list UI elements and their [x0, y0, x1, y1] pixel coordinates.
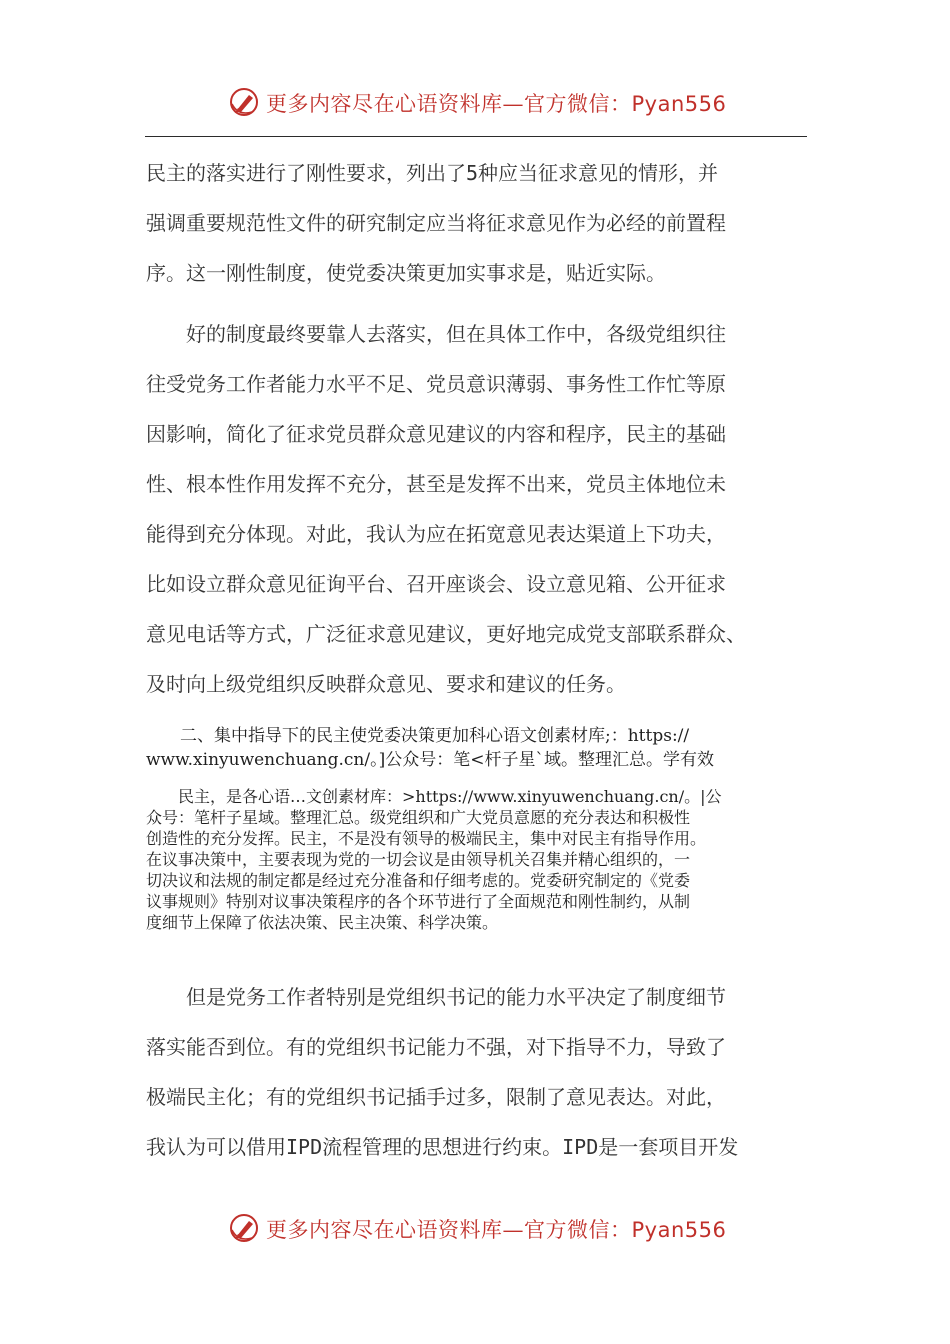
text-line: 众号：笔杆子星域。整理汇总。级党组织和广大党员意愿的充分表达和积极性 — [146, 808, 691, 827]
text-line: 极端民主化；有的党组织书记插手过多，限制了意见表达。对此， — [146, 1085, 726, 1109]
header-banner — [0, 82, 950, 122]
text-line: 我认为可以借用IPD流程管理的思想进行约束。IPD是一套项目开发 — [146, 1135, 739, 1159]
text-line: 创造性的充分发挥。民主，不是没有领导的极端民主，集中对民主有指导作用。 — [146, 829, 707, 848]
text-line: 强调重要规范性文件的研究制定应当将征求意见作为必经的前置程 — [146, 211, 726, 235]
text-line: 议事规则》特别对议事决策程序的各个环节进行了全面规范和刚性制约，从制 — [146, 892, 691, 911]
text-line: 度细节上保障了依法决策、民主决策、科学决策。 — [146, 913, 499, 932]
footer-banner — [0, 1208, 950, 1248]
paragraph-4 — [146, 972, 810, 1172]
text-line: 比如设立群众意见征询平台、召开座谈会、设立意见箱、公开征求 — [146, 572, 726, 596]
paragraph-1 — [146, 148, 810, 298]
wechat-handle: Pyan556 — [631, 92, 727, 116]
text-line: www.xinyuwenchuang.cn/。]公众号：笔<杆子星`域。整理汇总。学有效 — [146, 750, 714, 770]
text-line: 民主的落实进行了刚性要求，列出了5种应当征求意见的情形，并 — [146, 161, 719, 185]
header-banner-text: 更多内容尽在心语资料库—官方微信：Pyan556 — [266, 92, 727, 116]
section-heading — [146, 724, 810, 772]
text-line: 意见电话等方式，广泛征求意见建议，更好地完成党支部联系群众、 — [146, 622, 746, 646]
text-line: 民主，是各心语…文创素材库：>https://www.xinyuwenchuang.cn/。|公 — [146, 787, 722, 806]
text-line: 性、根本性作用发挥不充分，甚至是发挥不出来，党员主体地位未 — [146, 472, 726, 496]
text-line: 二、集中指导下的民主使党委决策更加科心语文创素材库;：https:// — [146, 726, 690, 746]
text-line: 往受党务工作者能力水平不足、党员意识薄弱、事务性工作忙等原 — [146, 372, 726, 396]
text-line: 能得到充分体现。对此，我认为应在拓宽意见表达渠道上下功夫， — [146, 522, 726, 546]
wechat-handle: Pyan556 — [631, 1218, 727, 1242]
text-line: 及时向上级党组织反映群众意见、要求和建议的任务。 — [146, 672, 626, 696]
text-line: 切决议和法规的制定都是经过充分准备和仔细考虑的。党委研究制定的《党委 — [146, 871, 691, 890]
header-divider — [145, 136, 807, 137]
text-line: 落实能否到位。有的党组织书记能力不强，对下指导不力，导致了 — [146, 1035, 726, 1059]
text-line: 因影响，简化了征求党员群众意见建议的内容和程序，民主的基础 — [146, 422, 726, 446]
paragraph-3 — [146, 786, 810, 933]
pen-nib-logo-icon — [228, 86, 260, 118]
footer-banner-text: 更多内容尽在心语资料库—官方微信：Pyan556 — [266, 1218, 727, 1242]
pen-nib-logo-icon — [228, 1212, 260, 1244]
text-line: 在议事决策中，主要表现为党的一切会议是由领导机关召集并精心组织的，一 — [146, 850, 691, 869]
text-line: 但是党务工作者特别是党组织书记的能力水平决定了制度细节 — [146, 985, 726, 1009]
paragraph-2 — [146, 309, 810, 709]
text-line: 序。这一刚性制度，使党委决策更加实事求是，贴近实际。 — [146, 261, 666, 285]
text-line: 好的制度最终要靠人去落实，但在具体工作中，各级党组织往 — [146, 322, 726, 346]
